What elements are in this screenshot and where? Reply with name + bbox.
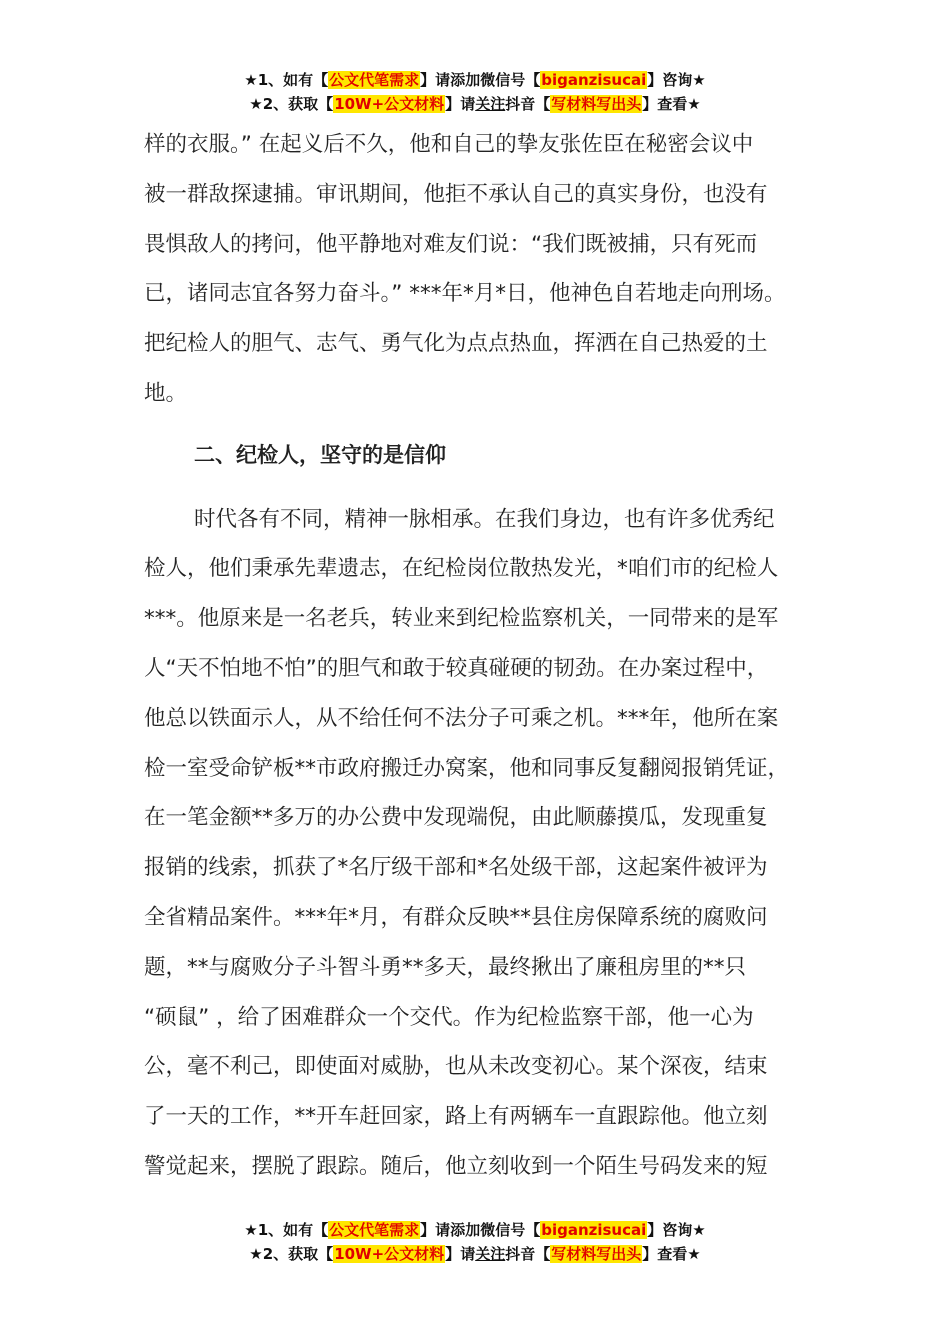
promo-highlight: 公文代笔需求	[329, 1221, 420, 1239]
text-line: 被一群敌探逮捕。审讯期间，他拒不承认自己的真实身份，也没有	[144, 181, 768, 207]
text-line: ***。他原来是一名老兵，转业来到纪检监察机关，一同带来的是军	[144, 606, 779, 632]
text-line: 警觉起来，摆脱了跟踪。随后，他立刻收到一个陌生号码发来的短	[144, 1153, 768, 1179]
promo-text: 加	[465, 1221, 481, 1239]
text-line: 他总以铁面示人，从不给任何不法分子可乘之机。***年，他所在案	[144, 705, 779, 731]
text-line: 已，诸同志宜各努力奋斗。” ***年*月*日，他神色自若地走向刑场。	[144, 281, 786, 307]
promo-text: 微信号【	[480, 1221, 541, 1239]
promo-text: ★1、如有【	[244, 71, 329, 89]
promo-text: 】查看★	[642, 1245, 701, 1263]
promo-text: ★1、如有【	[244, 1221, 329, 1239]
promo-banner-bottom	[0, 1218, 950, 1266]
promo-text: 】咨询★	[647, 71, 706, 89]
text-line: 题，**与腐败分子斗智斗勇**多天，最终揪出了廉租房里的**只	[144, 954, 747, 980]
text-line: 在一笔金额**多万的办公费中发现端倪，由此顺藤摸瓜，发现重复	[144, 805, 768, 831]
text-line: 报销的线索，抓获了*名厅级干部和*名处级干部，这起案件被评为	[144, 855, 768, 881]
promo-text: ★2、获取【	[249, 1245, 334, 1263]
promo-text: 关注	[475, 95, 506, 113]
promo-highlight: 10W+公文材料	[334, 95, 445, 113]
promo-text: 】请	[445, 95, 476, 113]
promo-line-2	[0, 92, 950, 116]
promo-text: 加	[465, 71, 481, 89]
promo-text: 】咨询★	[647, 1221, 706, 1239]
document-body	[144, 120, 816, 1192]
text-line: 样的衣服。” 在起义后不久，他和自己的挚友张佐臣在秘密会议中	[144, 132, 754, 157]
promo-text: 抖音【	[505, 1245, 551, 1263]
promo-text: 抖音【	[505, 95, 551, 113]
promo-highlight: 公文代笔需求	[329, 71, 420, 89]
douyin-id-highlight: 写材料写出头	[551, 1245, 642, 1263]
section-heading: 二、纪检人，坚守的是信仰	[194, 442, 446, 467]
promo-text: ★2、获取【	[249, 95, 334, 113]
text-line: 检一室受命铲板**市政府搬迁办窝案，他和同事反复翻阅报销凭证，	[144, 755, 790, 781]
promo-text: 】请添	[420, 1221, 466, 1239]
promo-line-2	[0, 1242, 950, 1266]
paragraph-1	[144, 120, 816, 419]
text-line: 畏惧敌人的拷问，他平静地对难友们说：“我们既被捕，只有死而	[144, 231, 758, 257]
wechat-id-highlight: biganzisucai	[541, 1221, 647, 1239]
text-line: 把纪检人的胆气、志气、勇气化为点点热血，挥洒在自己热爱的土	[144, 331, 768, 357]
wechat-id-highlight: biganzisucai	[541, 71, 647, 89]
promo-highlight: 10W+公文材料	[334, 1245, 445, 1263]
promo-line-1	[0, 68, 950, 92]
text-line: 时代各有不同，精神一脉相承。在我们身边，也有许多优秀纪	[194, 506, 775, 532]
promo-text: 微信号【	[480, 71, 541, 89]
douyin-id-highlight: 写材料写出头	[551, 95, 642, 113]
text-line: 公，毫不利己，即使面对威胁，也从未改变初心。某个深夜，结束	[144, 1054, 768, 1080]
text-line: 全省精品案件。***年*月，有群众反映**县住房保障系统的腐败问	[144, 904, 768, 930]
text-line: 人“天不怕地不怕”的胆气和敢于较真碰硬的韧劲。在办案过程中，	[144, 655, 769, 681]
promo-line-1	[0, 1218, 950, 1242]
promo-text: 】请	[445, 1245, 476, 1263]
text-line: 地。	[144, 380, 188, 406]
promo-text: 关注	[475, 1245, 506, 1263]
text-line: 检人，他们秉承先辈遗志，在纪检岗位散热发光，*咱们市的纪检人	[144, 556, 779, 582]
promo-text: 】请添	[420, 71, 466, 89]
paragraph-2	[144, 495, 816, 1192]
text-line: “硕鼠” ，给了困难群众一个交代。作为纪检监察干部，他一心为	[144, 1004, 754, 1030]
text-line: 了一天的工作，**开车赶回家，路上有两辆车一直跟踪他。他立刻	[144, 1104, 768, 1130]
promo-banner-top	[0, 68, 950, 116]
promo-text: 】查看★	[642, 95, 701, 113]
